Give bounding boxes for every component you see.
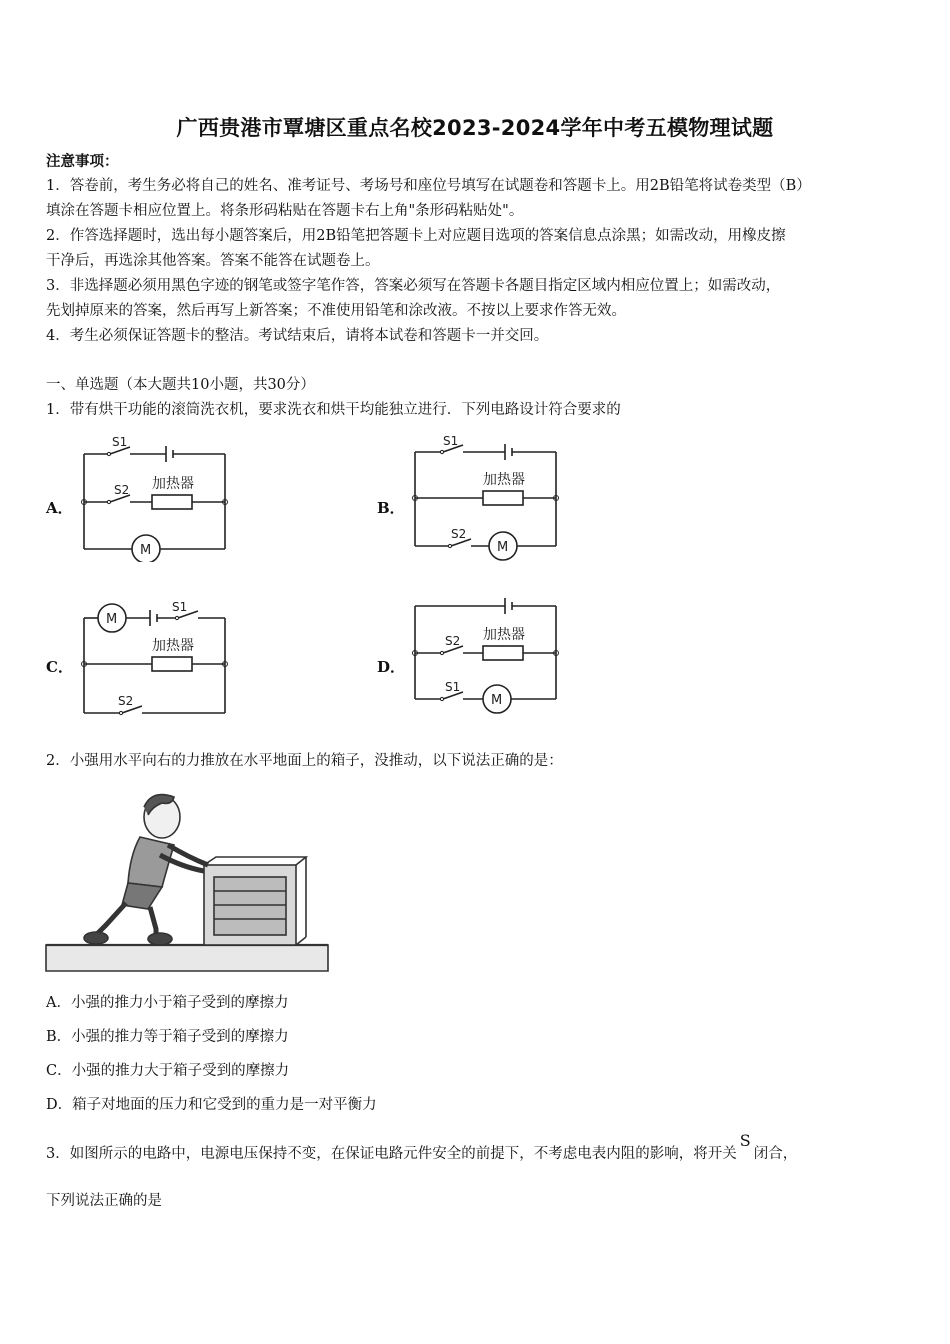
question-1-stem: 1．带有烘干功能的滚筒洗衣机，要求洗衣和烘干均能独立进行．下列电路设计符合要求的 xyxy=(46,402,621,418)
motor-label: M xyxy=(497,540,509,555)
boy-pushing-box-illustration xyxy=(44,785,334,980)
heater-label: 加热器 xyxy=(483,472,525,488)
circuit-diagram-d xyxy=(401,592,571,722)
switch-s1-label: S1 xyxy=(443,434,459,448)
switch-s1-label: S1 xyxy=(172,600,188,614)
switch-s2-label: S2 xyxy=(118,694,134,708)
q1-option-c-label[interactable]: C． xyxy=(46,658,73,676)
notice-heading: 注意事项： xyxy=(46,153,119,170)
notice-line: 填涂在答题卡相应位置上。将条形码粘贴在答题卡右上角"条形码粘贴处"。 xyxy=(46,203,524,219)
circuit-diagram-c xyxy=(70,597,240,722)
notice-line: 4．考生必须保证答题卡的整洁。考试结束后，请将本试卷和答题卡一并交回。 xyxy=(46,328,549,344)
q3-switch-symbol: S xyxy=(739,1131,751,1150)
q1-option-a-label[interactable]: A． xyxy=(46,499,73,517)
notice-line: 3．非选择题必须用黑色字迹的钢笔或签字笔作答，答案必须写在答题卡各题目指定区域内相应位置上；如需改动， xyxy=(46,278,781,294)
switch-s1-label: S1 xyxy=(445,680,461,694)
q3-stem-part2: 闭合， xyxy=(753,1146,798,1162)
q1-option-d-label[interactable]: D． xyxy=(377,658,406,676)
notice-line: 2．作答选择题时，选出每小题答案后，用2B铅笔把答题卡上对应题目选项的答案信息点涂黑；如需改动，用橡皮擦 xyxy=(46,228,786,244)
motor-label: M xyxy=(491,693,503,708)
heater-label: 加热器 xyxy=(152,476,194,492)
heater-label: 加热器 xyxy=(152,638,194,654)
notice-line: 先划掉原来的答案，然后再写上新答案；不准使用铅笔和涂改液。不按以上要求作答无效。 xyxy=(46,303,626,319)
notice-line: 干净后，再选涂其他答案。答案不能答在试题卷上。 xyxy=(46,253,380,269)
switch-s2-label: S2 xyxy=(451,527,467,541)
question-3-stem-line2: 下列说法正确的是 xyxy=(46,1193,162,1209)
q2-option-a[interactable]: A．小强的推力小于箱子受到的摩擦力 xyxy=(46,995,289,1011)
circuit-diagram-b xyxy=(401,432,571,562)
circuit-diagram-a xyxy=(70,432,240,562)
motor-label: M xyxy=(106,612,118,627)
motor-label: M xyxy=(140,543,152,558)
q2-option-c[interactable]: C．小强的推力大于箱子受到的摩擦力 xyxy=(46,1063,290,1079)
switch-s2-label: S2 xyxy=(114,483,130,497)
q1-option-b-label[interactable]: B． xyxy=(377,499,405,517)
q2-option-d[interactable]: D．箱子对地面的压力和它受到的重力是一对平衡力 xyxy=(46,1097,377,1113)
question-3-stem xyxy=(46,1131,906,1167)
q3-stem-part1: 3．如图所示的电路中，电源电压保持不变，在保证电路元件安全的前提下，不考虑电表内阻的影响，将开关 xyxy=(46,1146,737,1162)
page-title: 广西贵港市覃塘区重点名校2023-2024学年中考五模物理试题 xyxy=(176,116,774,140)
switch-s2-label: S2 xyxy=(445,634,461,648)
switch-s1-label: S1 xyxy=(112,435,128,449)
notice-line: 1．答卷前，考生务必将自己的姓名、准考证号、考场号和座位号填写在试题卷和答题卡上。用2B铅笔将试卷类型（B） xyxy=(46,178,811,194)
question-2-stem: 2．小强用水平向右的力推放在水平地面上的箱子，没推动，以下说法正确的是： xyxy=(46,753,563,769)
heater-label: 加热器 xyxy=(483,627,525,643)
section-heading: 一、单选题（本大题共10小题，共30分） xyxy=(46,377,315,393)
q2-option-b[interactable]: B．小强的推力等于箱子受到的摩擦力 xyxy=(46,1029,289,1045)
